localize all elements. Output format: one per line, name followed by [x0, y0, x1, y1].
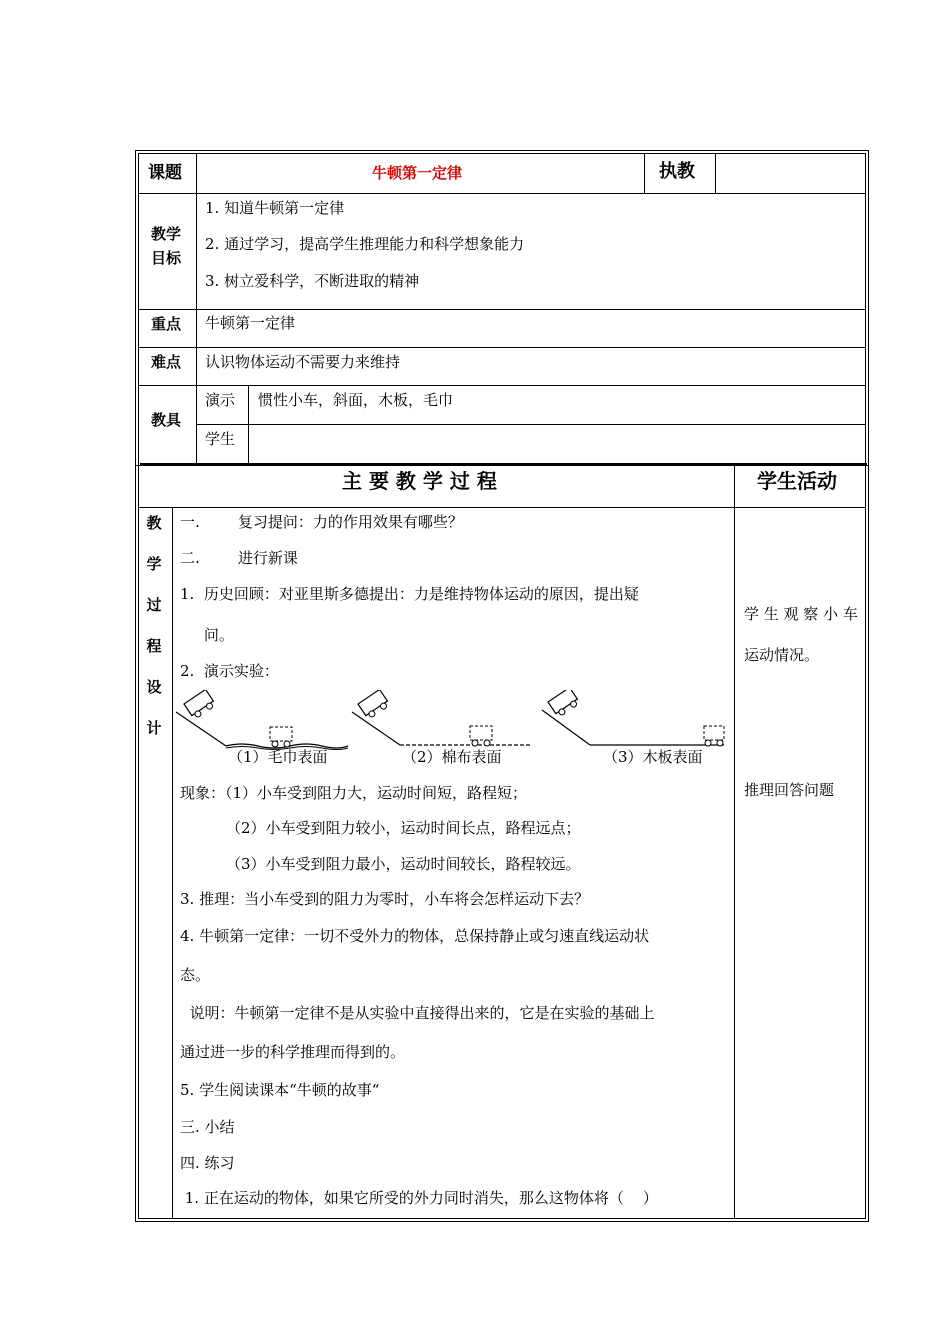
tools-demo-value: 惯性小车，斜面，木板，毛巾 — [258, 391, 454, 409]
caption-wood: （3）木板表面 — [603, 748, 703, 766]
practice-line: 四. 练习 — [180, 1154, 235, 1172]
difficulty-value: 认识物体运动不需要力来维持 — [205, 353, 401, 371]
explanation-line: 说明：牛顿第一定律不是从实验中直接得出来的，它是在实验的基础上 — [180, 1004, 655, 1022]
reading-line: 5. 学生阅读课本“牛顿的故事“ — [180, 1081, 380, 1099]
ramp-cotton — [352, 690, 530, 746]
ramp-towel — [176, 690, 348, 750]
phenomenon-1: 现象：（1）小车受到阻力大，运动时间短，路程短； — [180, 784, 528, 802]
process-side-label-4: 程 — [146, 637, 162, 655]
goal-item-1: 1. 知道牛顿第一定律 — [205, 199, 345, 217]
summary-line: 三. 小结 — [180, 1118, 235, 1136]
process-side-label-1: 教 — [146, 514, 162, 532]
caption-cotton: （2）棉布表面 — [402, 748, 502, 766]
process-header: 主 要 教 学 过 程 — [342, 469, 497, 493]
phenomenon-3: （3）小车受到阻力最小，运动时间较长，路程较远。 — [226, 855, 581, 873]
goals-label-2: 目标 — [151, 249, 182, 267]
tools-label: 教具 — [151, 411, 182, 429]
exercise-question: 1. 正在运动的物体，如果它所受的外力同时消失，那么这物体将（ ） — [180, 1189, 658, 1207]
activity-observe-2: 运动情况。 — [744, 646, 820, 664]
activity-reasoning: 推理回答问题 — [744, 781, 835, 799]
caption-towel: （1）毛巾表面 — [228, 748, 328, 766]
tools-demo-label: 演示 — [205, 391, 236, 409]
process-side-label-2: 学 — [146, 555, 162, 573]
activity-observe-1: 学 生 观 察 小 车 — [744, 605, 858, 623]
tools-student-label: 学生 — [205, 430, 236, 448]
history-review-cont: 问。 — [180, 626, 234, 644]
activity-header: 学生活动 — [757, 469, 837, 493]
review-question: 一. 复习提问：力的作用效果有哪些？ — [180, 513, 463, 531]
ramp-wood — [542, 690, 724, 746]
topic-label: 课题 — [148, 163, 182, 183]
process-side-label-3: 过 — [146, 596, 162, 614]
page-title: 牛顿第一定律 — [372, 164, 463, 182]
goal-item-2: 2. 通过学习，提高学生推理能力和科学想象能力 — [205, 235, 525, 253]
teacher-label: 执教 — [659, 161, 695, 182]
explanation-line-cont: 通过进一步的科学推理而得到的。 — [180, 1043, 406, 1061]
goal-item-3: 3. 树立爱科学，不断进取的精神 — [205, 272, 420, 290]
key-point-label: 重点 — [151, 315, 182, 333]
history-review: 1. 历史回顾：对亚里斯多德提出：力是维持物体运动的原因，提出疑 — [180, 585, 639, 603]
goals-label-1: 教学 — [151, 225, 182, 243]
difficulty-label: 难点 — [151, 353, 182, 371]
newton-law-line: 4. 牛顿第一定律：一切不受外力的物体，总保持静止或匀速直线运动状 — [180, 927, 650, 945]
newton-law-line-cont: 态。 — [180, 966, 211, 984]
process-side-label-5: 设 — [146, 678, 162, 696]
new-lesson: 二. 进行新课 — [180, 549, 298, 567]
demo-experiment: 2. 演示实验： — [180, 662, 279, 680]
reasoning-line: 3. 推理：当小车受到的阻力为零时，小车将会怎样运动下去？ — [180, 890, 590, 908]
phenomenon-2: （2）小车受到阻力较小，运动时间长点，路程远点； — [226, 819, 581, 837]
key-point-value: 牛顿第一定律 — [205, 314, 296, 332]
process-table-inner — [138, 466, 866, 1219]
process-side-label-6: 计 — [146, 719, 162, 737]
